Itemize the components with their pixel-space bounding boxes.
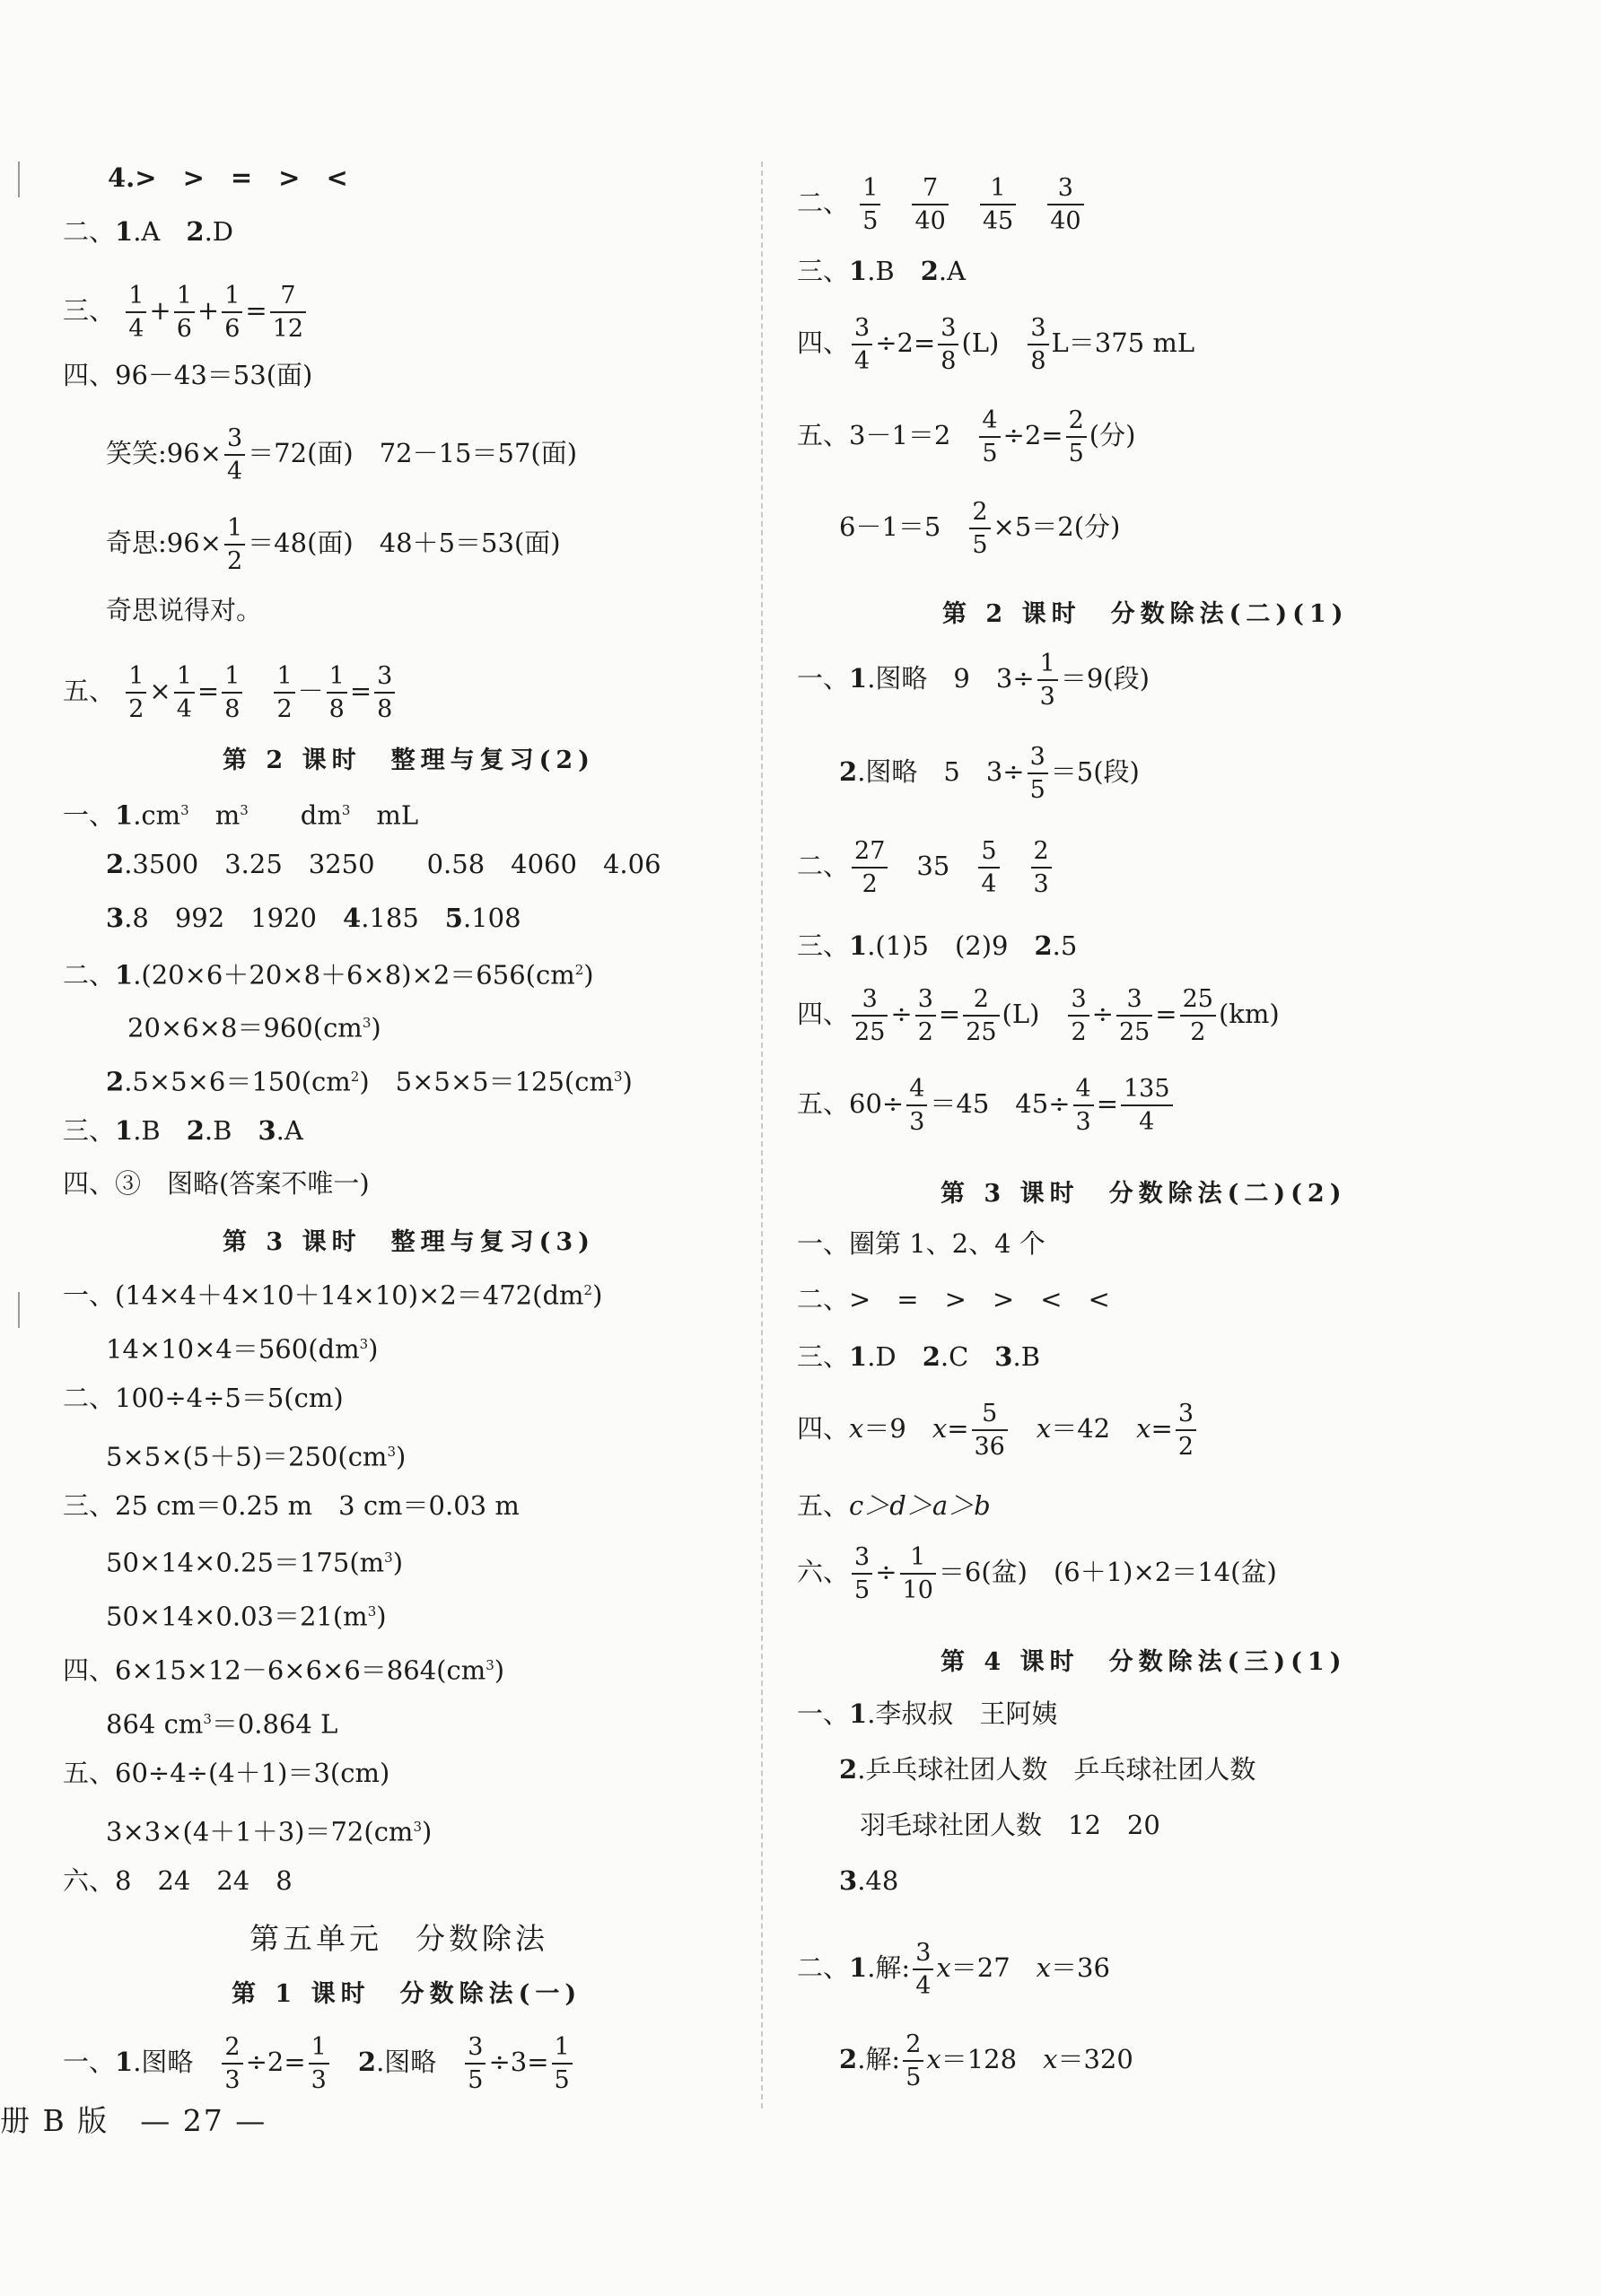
answer-line: 四、 $\frac{3}{25}$ ÷ $\frac{3}{2}$ = $\frac{2}{25}$ (L) $\frac{3}{2}$ ÷ $\frac{3}{25}$ = $\frac{25}{2}$ (km) — [797, 985, 1280, 1046]
fraction: $\frac{1}{4}$ — [174, 664, 195, 721]
fraction: $\frac{3}{4}$ — [224, 426, 245, 484]
fraction: $\frac{1}{3}$ — [1037, 651, 1058, 709]
fraction: $\frac{1}{4}$ — [126, 284, 146, 341]
answer-line: 二、$1.(20\times 6+20\times 8+6\times 8)\times 2=656(cm^2)$ — [63, 959, 594, 991]
fraction: $\frac{3}{40}$ — [1047, 176, 1083, 233]
lesson-heading: 第 2 课时 分数除法(二)(1) — [942, 600, 1349, 628]
answer-line: 三、 $\frac{1}{4}$ + $\frac{1}{6}$ + $\frac{1}{6}$ = $\frac{7}{12}$ — [63, 284, 309, 341]
answer-line: 四、$6\times 15\times 12-6\times 6\times 6=864(cm^3)$ — [63, 1654, 505, 1686]
fraction: $\frac{2}{5}$ — [969, 500, 990, 557]
answer-line: 羽毛球社团人数 12 20 — [860, 1810, 1160, 1840]
answer-line: 二、1.A 2.D — [63, 216, 234, 247]
fraction: $\frac{3}{2}$ — [1068, 987, 1089, 1044]
answer-line: 奇思:96× $\frac{1}{2}$ ＝48(面) 48＋5＝53(面) — [106, 514, 561, 575]
answer-line: 二、 $\frac{27}{2}$ 35 $\frac{5}{4}$ $\frac{2}{3}$ — [797, 839, 1054, 896]
answer-line: 六、 $\frac{3}{5}$ ÷ $\frac{1}{10}$ ＝6(盆) (6＋1)×2＝14(盆) — [797, 1543, 1277, 1604]
answer-line: 四、x＝9 x= $\frac{5}{36}$ x＝42 x= $\frac{3}{2}$ — [797, 1401, 1199, 1459]
fraction: $\frac{3}{2}$ — [1176, 1401, 1196, 1459]
fraction: $\frac{1}{6}$ — [222, 284, 242, 341]
answer-line: 一、$(14\times 4+4\times 10+14\times 10)\times 2=472(dm^2)$ — [63, 1279, 603, 1311]
fraction: $\frac{1}{10}$ — [900, 1545, 936, 1602]
answer-line: 五、3－1＝2 $\frac{4}{5}$ ÷2= $\frac{2}{5}$ (分) — [797, 406, 1136, 467]
fraction: $\frac{2}{5}$ — [903, 2032, 923, 2090]
answer-line: 3.8 992 1920 4.185 5.108 — [106, 903, 521, 933]
answer-line: 三、1.D 2.C 3.B — [797, 1341, 1041, 1372]
answer-line: 六、8 24 24 8 — [63, 1865, 293, 1896]
answer-line: 二、 $\frac{1}{5}$ $\frac{7}{40}$ $\frac{1}{45}$ $\frac{3}{40}$ — [797, 176, 1087, 233]
answer-line: 四、96－43＝53(面) — [63, 360, 313, 390]
answer-line: 4.> > = > < — [108, 162, 348, 193]
fraction: $\frac{3}{4}$ — [852, 316, 872, 373]
fraction: $\frac{1}{2}$ — [224, 516, 245, 573]
page-edge-mark — [18, 1292, 20, 1328]
fraction: $\frac{25}{2}$ — [1180, 987, 1216, 1044]
fraction: $\frac{4}{3}$ — [906, 1077, 927, 1134]
fraction: $\frac{1}{8}$ — [222, 664, 242, 721]
answer-line: 五、c＞d＞a＞b — [797, 1490, 991, 1521]
answer-line: 6－1＝5 $\frac{2}{5}$ ×5＝2(分) — [839, 498, 1121, 559]
answer-line: $50\times 14\times 0.03=21(m^3)$ — [106, 1601, 387, 1632]
answer-line: 二、1.解: $\frac{3}{4}$ x＝27 x＝36 — [797, 1939, 1110, 2000]
fraction: $\frac{27}{2}$ — [852, 839, 888, 896]
fraction: $\frac{2}{25}$ — [963, 987, 999, 1044]
answer-line: 五、 $\frac{1}{2}$ × $\frac{1}{4}$ = $\frac{1}{8}$ $\frac{1}{2}$ － $\frac{1}{8}$ = $\frac{3}{8}$ — [63, 664, 398, 721]
answer-line: 四、③ 图略(答案不唯一) — [63, 1168, 370, 1199]
fraction: $\frac{1}{5}$ — [860, 176, 880, 233]
lesson-heading: 第 4 课时 分数除法(三)(1) — [940, 1648, 1347, 1676]
page-footer: 册 B 版 — 27 — — [0, 2103, 267, 2138]
fraction: $\frac{5}{4}$ — [978, 839, 999, 896]
answer-line: 二、> = > > < < — [797, 1284, 1110, 1314]
answer-line: 2.解: $\frac{2}{5}$ x＝128 x＝320 — [839, 2030, 1133, 2091]
lesson-heading: 第 2 课时 整理与复习(2) — [223, 746, 595, 774]
answer-line: 五、60÷4÷(4＋1)＝3(cm) — [63, 1758, 390, 1788]
fraction: $\frac{1}{2}$ — [126, 664, 146, 721]
answer-line: 奇思说得对。 — [106, 595, 263, 625]
fraction: $\frac{1}{2}$ — [274, 664, 294, 721]
fraction: $\frac{3}{5}$ — [1028, 745, 1048, 802]
answer-line: 一、圈第 1、2、4 个 — [797, 1228, 1045, 1259]
fraction: $\frac{3}{8}$ — [374, 664, 395, 721]
answer-line: 一、1.李叔叔 王阿姨 — [797, 1698, 1058, 1729]
answer-line: 三、1.(1)5 (2)9 2.5 — [797, 930, 1078, 961]
answer-line: 2.3500 3.25 3250 0.58 4060 4.06 — [106, 849, 661, 879]
unit-title: 第五单元 分数除法 — [249, 1921, 548, 1956]
answer-line: 三、25 cm＝0.25 m 3 cm＝0.03 m — [63, 1490, 520, 1521]
fraction: $\frac{5}{36}$ — [972, 1401, 1008, 1459]
fraction: $\frac{3}{8}$ — [1028, 316, 1048, 373]
fraction: $\frac{7}{40}$ — [912, 176, 948, 233]
answer-line: 一、1.图略 9 3÷ $\frac{1}{3}$ ＝9(段) — [797, 650, 1150, 711]
lesson-heading: 第 1 课时 分数除法(一) — [232, 1980, 582, 2008]
answer-line: 三、1.B 2.A — [797, 256, 967, 286]
answer-line: $2.5\times 5\times 6=150(cm^2)$ $5\times 5\times 5=125(cm^3)$ — [106, 1066, 633, 1097]
answer-line: 四、 $\frac{3}{4}$ ÷2= $\frac{3}{8}$ (L) $\frac{3}{8}$ L＝375 mL — [797, 314, 1195, 375]
lesson-heading: 第 3 课时 分数除法(二)(2) — [940, 1180, 1347, 1208]
answer-line: $20\times 6\times 8=960(cm^3)$ — [127, 1012, 381, 1043]
fraction: $\frac{3}{2}$ — [915, 987, 936, 1044]
fraction: $\frac{1}{45}$ — [980, 176, 1016, 233]
answer-line: 笑笑:96× $\frac{3}{4}$ ＝72(面) 72－15＝57(面) — [106, 424, 578, 485]
answer-line: 864 $cm^3=0.864$ L — [106, 1708, 338, 1740]
answer-line: $5\times 5\times(5+5)=250(cm^3)$ — [106, 1441, 407, 1472]
fraction: $\frac{3}{25}$ — [1116, 987, 1152, 1044]
column-divider — [761, 162, 763, 2108]
answer-line: 二、100÷4÷5＝5(cm) — [63, 1383, 344, 1413]
page-edge-mark — [18, 162, 20, 197]
fraction: $\frac{1}{5}$ — [552, 2035, 573, 2092]
fraction: $\frac{4}{5}$ — [979, 408, 1000, 466]
fraction: $\frac{2}{3}$ — [222, 2035, 242, 2092]
fraction: $\frac{3}{5}$ — [852, 1545, 872, 1602]
fraction: $\frac{3}{4}$ — [913, 1941, 933, 1998]
fraction: $\frac{1}{3}$ — [309, 2035, 329, 2092]
answer-line: 三、1.B 2.B 3.A — [63, 1115, 303, 1146]
answer-line: $50\times 14\times 0.25=175(m^3)$ — [106, 1547, 404, 1578]
fraction: $\frac{7}{12}$ — [270, 284, 306, 341]
lesson-heading: 第 3 课时 整理与复习(3) — [223, 1228, 595, 1256]
fraction: $\frac{3}{8}$ — [938, 316, 958, 373]
answer-line: $14\times 10\times 4=560(dm^3)$ — [106, 1333, 379, 1365]
answer-line: 一、$1.cm^3$ $m^3$ $dm^3$ mL — [63, 799, 419, 831]
fraction: $\frac{2}{5}$ — [1066, 408, 1087, 466]
fraction: $\frac{3}{25}$ — [852, 987, 888, 1044]
answer-line: $3\times 3\times(4+1+3)=72(cm^3)$ — [106, 1816, 433, 1847]
fraction: $\frac{4}{3}$ — [1073, 1077, 1094, 1134]
answer-line: 2.乒乓球社团人数 乒乓球社团人数 — [839, 1754, 1256, 1785]
fraction: $\frac{1}{6}$ — [174, 284, 195, 341]
answer-line: 一、1.图略 $\frac{2}{3}$ ÷2= $\frac{1}{3}$ 2.图略 $\frac{3}{5}$ ÷3= $\frac{1}{5}$ — [63, 2035, 575, 2092]
fraction: $\frac{1}{8}$ — [327, 664, 347, 721]
answer-line: 2.图略 5 3÷ $\frac{3}{5}$ ＝5(段) — [839, 743, 1140, 804]
answer-line: 五、60÷ $\frac{4}{3}$ ＝45 45÷ $\frac{4}{3}$ = $\frac{135}{4}$ — [797, 1077, 1176, 1134]
answer-line: 3.48 — [839, 1865, 899, 1896]
fraction: $\frac{135}{4}$ — [1121, 1077, 1173, 1134]
fraction: $\frac{2}{3}$ — [1031, 839, 1052, 896]
fraction: $\frac{3}{5}$ — [465, 2035, 486, 2092]
